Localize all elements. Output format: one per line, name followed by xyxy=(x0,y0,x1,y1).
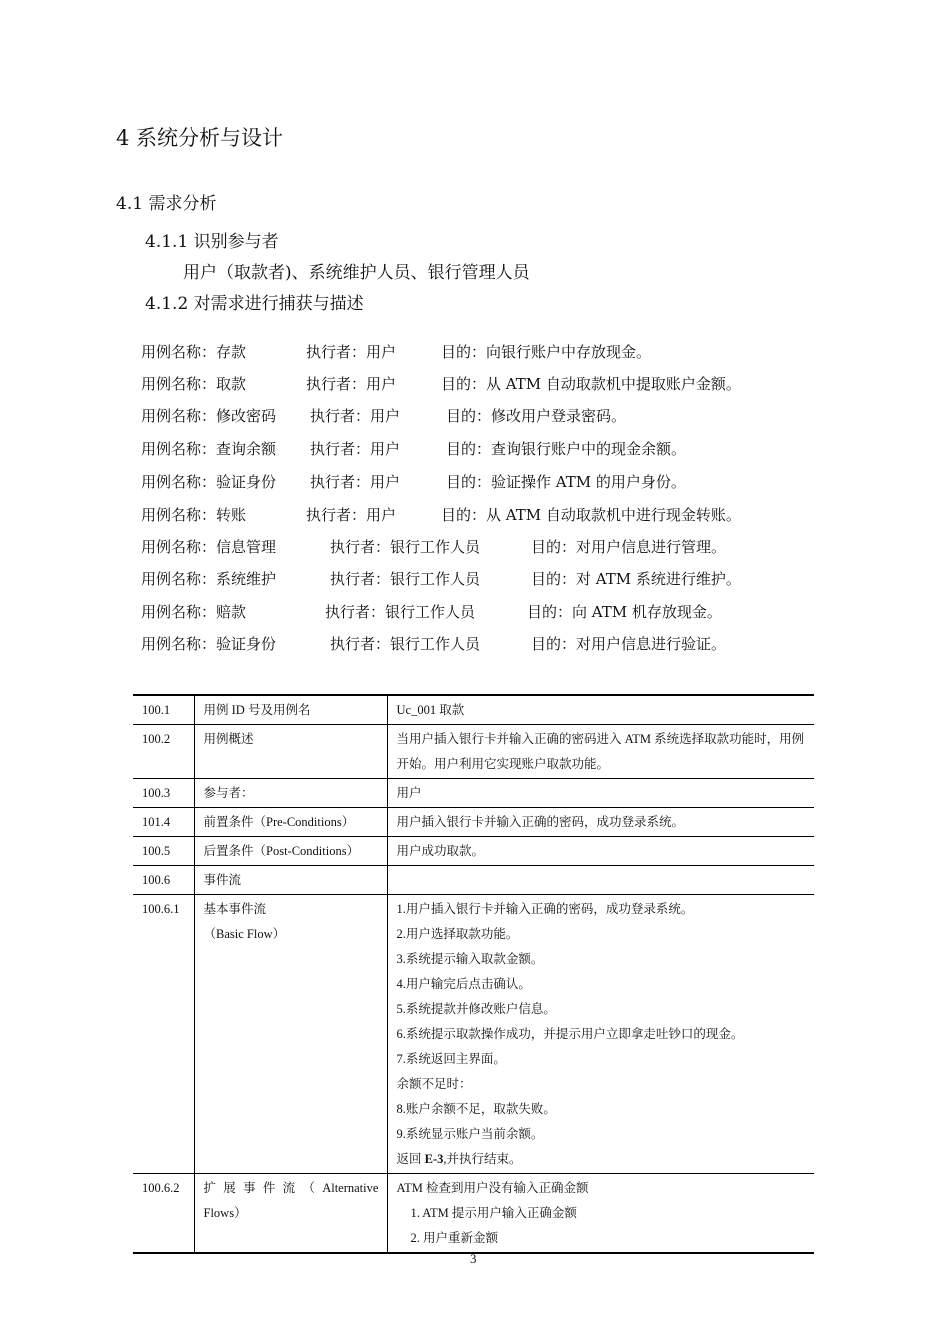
use-case-name: 用例名称：验证身份 xyxy=(141,473,277,491)
use-case-name: 用例名称：取款 xyxy=(141,375,247,393)
table-row xyxy=(133,695,814,725)
use-case-name: 用例名称：存款 xyxy=(141,343,247,361)
use-case-name: 用例名称：信息管理 xyxy=(141,538,277,556)
flow-step: 2. 用户重新金额 xyxy=(410,1231,499,1245)
use-case-goal: 目的：向 ATM 机存放现金。 xyxy=(527,603,722,621)
use-case-goal: 目的：对 ATM 系统进行维护。 xyxy=(531,570,741,588)
flow-return xyxy=(397,1147,807,1172)
table-row-basic-flow xyxy=(133,895,814,1174)
use-case-actor: 执行者：银行工作人员 xyxy=(330,538,481,556)
use-case-goal: 目的：修改用户登录密码。 xyxy=(446,407,627,425)
row-content: 当用户插入银行卡并输入正确的密码进入 ATM 系统选择取款功能时，用例开始。用户利用它实现账户取款功能。 xyxy=(387,725,814,779)
table-row xyxy=(133,837,814,866)
flow-step: 8.账户余额不足，取款失败。 xyxy=(396,1102,556,1116)
subsection-heading: 4.1 需求分析 xyxy=(116,194,217,214)
flow-return-prefix: 返回 xyxy=(396,1152,425,1166)
row-label: 后置条件（Post-Conditions） xyxy=(194,837,387,866)
alt-flow-label: 扩 展 事 件 流 （ Alternative xyxy=(203,1181,379,1195)
row-id: 100.6.1 xyxy=(142,902,180,916)
use-case-goal: 目的：从 ATM 自动取款机中进行现金转账。 xyxy=(441,506,741,524)
use-case-actor: 执行者：用户 xyxy=(306,506,397,524)
basic-flow-label-en: （Basic Flow） xyxy=(203,927,286,941)
use-case-goal: 目的：从 ATM 自动取款机中提取账户金额。 xyxy=(441,375,741,393)
flow-step: 3.系统提示输入取款金额。 xyxy=(396,952,544,966)
flow-step: 2.用户选择取款功能。 xyxy=(396,927,519,941)
row-label: 用例 ID 号及用例名 xyxy=(194,695,387,725)
row-id: 100.5 xyxy=(142,844,171,858)
row-content xyxy=(387,895,814,1174)
row-label: 事件流 xyxy=(194,866,387,895)
row-content: 用户插入银行卡并输入正确的密码，成功登录系统。 xyxy=(387,808,814,837)
alt-flow-label-line2: Flows） xyxy=(203,1206,247,1220)
flow-step: 余额不足时： xyxy=(396,1077,472,1091)
use-case-name: 用例名称：修改密码 xyxy=(141,407,277,425)
use-case-name: 用例名称：验证身份 xyxy=(141,635,277,653)
flow-step: 7.系统返回主界面。 xyxy=(396,1052,506,1066)
page-number: 3 xyxy=(470,1251,477,1266)
row-label xyxy=(194,1174,387,1254)
use-case-actor: 执行者：用户 xyxy=(310,473,401,491)
use-case-actor: 执行者：用户 xyxy=(310,407,401,425)
row-label: 参与者： xyxy=(194,779,387,808)
use-case-name: 用例名称：赔款 xyxy=(141,603,247,621)
subsubsection-heading-requirements: 4.1.2 对需求进行捕获与描述 xyxy=(145,294,364,314)
actors-list: 用户（取款者)、系统维护人员、银行管理人员 xyxy=(183,263,530,283)
subsubsection-heading-actors: 4.1.1 识别参与者 xyxy=(145,232,279,252)
row-label: 用例概述 xyxy=(194,725,387,779)
flow-return-suffix: ,并执行结束。 xyxy=(443,1152,522,1166)
row-id: 100.2 xyxy=(142,732,171,746)
row-content xyxy=(387,866,814,895)
use-case-goal: 目的：对用户信息进行验证。 xyxy=(531,635,727,653)
use-case-actor: 执行者：银行工作人员 xyxy=(325,603,476,621)
flow-step: 9.系统显示账户当前余额。 xyxy=(396,1127,544,1141)
use-case-goal: 目的：对用户信息进行管理。 xyxy=(531,538,727,556)
flow-step: 1.用户插入银行卡并输入正确的密码，成功登录系统。 xyxy=(396,902,694,916)
flow-step: 5.系统提款并修改账户信息。 xyxy=(396,1002,556,1016)
row-id: 100.1 xyxy=(142,703,171,717)
use-case-actor: 执行者：用户 xyxy=(310,440,401,458)
table-row xyxy=(133,725,814,779)
flow-step: 1. ATM 提示用户输入正确金额 xyxy=(410,1206,577,1220)
row-id: 101.4 xyxy=(142,815,171,829)
alt-flow-intro: ATM 检查到用户没有输入正确金额 xyxy=(396,1181,589,1195)
use-case-goal: 目的：向银行账户中存放现金。 xyxy=(441,343,652,361)
section-heading: 4 系统分析与设计 xyxy=(116,126,284,150)
basic-flow-label: 基本事件流 xyxy=(203,902,267,916)
use-case-goal: 目的：查询银行账户中的现金余额。 xyxy=(446,440,687,458)
table-row xyxy=(133,866,814,895)
row-content: Uc_001 取款 xyxy=(387,695,814,725)
use-case-goal: 目的：验证操作 ATM 的用户身份。 xyxy=(446,473,686,491)
flow-step: 6.系统提示取款操作成功，并提示用户立即拿走吐钞口的现金。 xyxy=(396,1027,744,1041)
row-content: 用户成功取款。 xyxy=(387,837,814,866)
use-case-actor: 执行者：用户 xyxy=(306,375,397,393)
row-id: 100.6 xyxy=(142,873,171,887)
use-case-actor: 执行者：用户 xyxy=(306,343,397,361)
use-case-name: 用例名称：转账 xyxy=(141,506,247,524)
flow-return-ref: E-3 xyxy=(424,1152,444,1166)
table-row xyxy=(133,808,814,837)
use-case-actor: 执行者：银行工作人员 xyxy=(330,570,481,588)
use-case-actor: 执行者：银行工作人员 xyxy=(330,635,481,653)
table-row-alt-flow xyxy=(133,1174,814,1254)
row-label xyxy=(194,895,387,1174)
use-case-name: 用例名称：系统维护 xyxy=(141,570,277,588)
row-content: 用户 xyxy=(387,779,814,808)
use-case-name: 用例名称：查询余额 xyxy=(141,440,277,458)
use-case-spec-table xyxy=(133,694,814,1254)
flow-step: 4.用户输完后点击确认。 xyxy=(396,977,531,991)
row-id: 100.3 xyxy=(142,786,171,800)
row-content xyxy=(387,1174,814,1254)
row-label: 前置条件（Pre-Conditions） xyxy=(194,808,387,837)
row-id: 100.6.2 xyxy=(142,1181,180,1195)
table-row xyxy=(133,779,814,808)
